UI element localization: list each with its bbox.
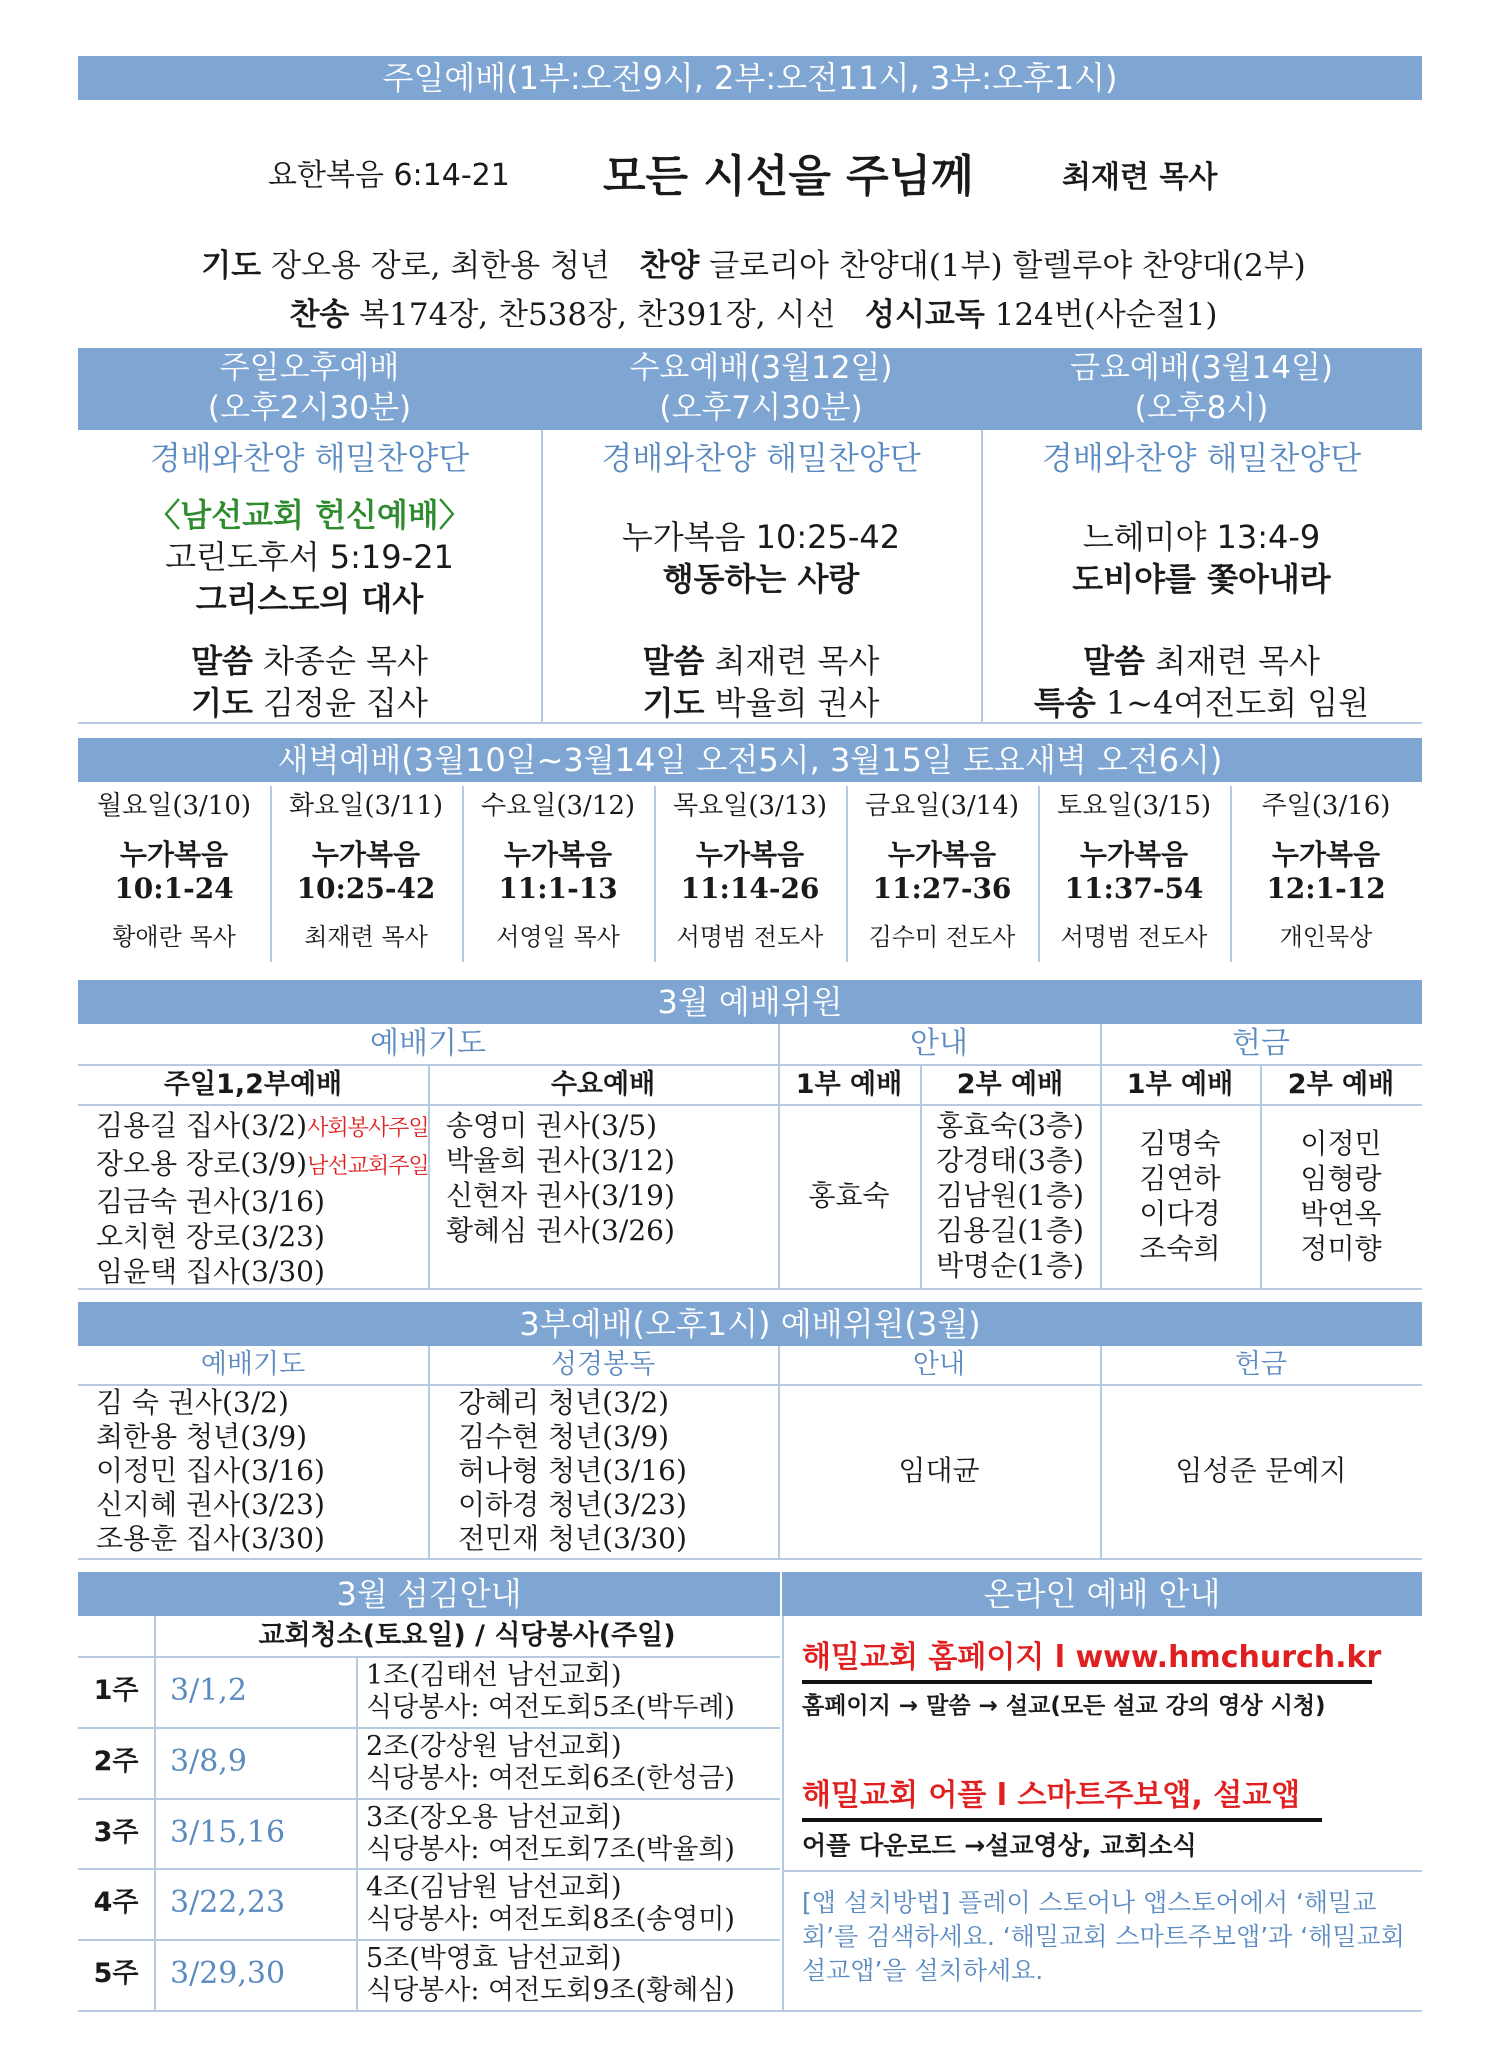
guide-1-name: 홍효숙 [808, 1179, 890, 1212]
col-offering-1: 1부 예배 [1126, 1069, 1234, 1100]
list-item: 김용길(1층) [936, 1214, 1084, 1247]
dawn-day-column [654, 782, 846, 966]
dawn-day: 월요일(3/10) [96, 791, 252, 821]
dawn-book: 누가복음 [1271, 838, 1381, 871]
serve-week: 4주 [93, 1887, 139, 1919]
service-sermon: 그리스도의 대사 [195, 580, 424, 618]
sunday-scripture: 요한복음 6:14-21 [268, 158, 510, 193]
dawn-leader: 김수미 전도사 [868, 923, 1016, 951]
service-time: (오후7시30분) [659, 390, 863, 426]
list-item: 김수현 청년(3/9) [458, 1420, 670, 1453]
prayer-name: 임윤택 집사(3/30) [96, 1255, 325, 1288]
serve-meal: 식당봉사: 여전도회5조(박두례) [366, 1692, 735, 1723]
col-reading: 성경봉독 [550, 1349, 656, 1380]
list-item: 김연하 [1139, 1162, 1221, 1195]
sunday-line-2 [0, 289, 1507, 334]
service-scripture: 느헤미야 13:4-9 [1082, 518, 1321, 556]
list-item: 황혜심 권사(3/26) [446, 1214, 675, 1247]
third-offering: 임성준 문예지 [1175, 1454, 1347, 1487]
dawn-day-column [462, 782, 654, 966]
third-reading-list [458, 1386, 687, 1556]
list-item [96, 1146, 429, 1184]
prayer-name: 장오용 장로(3/9) [96, 1147, 308, 1180]
guide-2-list [920, 1108, 1100, 1283]
service-scripture: 누가복음 10:25-42 [621, 518, 901, 556]
third-prayer-list [96, 1386, 325, 1556]
col-guide-2: 2부 예배 [956, 1069, 1064, 1100]
dawn-verse: 10:1-24 [114, 872, 234, 905]
serve-week: 1주 [93, 1675, 139, 1706]
service-time: (오후8시) [1134, 390, 1269, 426]
install-instructions: [앱 설치방법] 플레이 스토어나 앱스토어에서 ‘해밀교회’를 검색하세요. ‘해밀교회 스마트주보앱’과 ‘해밀교회 설교앱’을 설치하세요. [802, 1888, 1405, 1985]
sunday-service-header: 주일예배(1부:오전9시, 2부:오전11시, 3부:오후1시) [78, 56, 1422, 100]
prayer-name: 오치현 장로(3/23) [96, 1220, 325, 1253]
col-offering-2: 2부 예배 [1287, 1069, 1395, 1100]
dawn-leader: 서명범 전도사 [676, 923, 824, 951]
dawn-day: 주일(3/16) [1261, 791, 1391, 821]
table-row [78, 1868, 780, 1939]
list-item: 김남원(1층) [936, 1179, 1084, 1212]
dawn-day-column [270, 782, 462, 966]
third-guide: 임대균 [898, 1454, 980, 1487]
col-guide: 안내 [912, 1349, 966, 1380]
homepage-title[interactable]: 해밀교회 홈페이지 l www.hmchurch.kr [802, 1640, 1382, 1675]
dawn-schedule [78, 782, 1422, 966]
dawn-book: 누가복음 [1079, 838, 1189, 871]
responsive-reading-value: 124번(사순절1) [994, 297, 1218, 333]
serve-week: 2주 [93, 1745, 139, 1777]
homepage-path: 홈페이지 → 말씀 → 설교(모든 설교 강의 영상 시청) [802, 1693, 1326, 1719]
list-item: 박율희 권사(3/12) [446, 1144, 675, 1177]
hymn-value: 복174장, 찬538장, 찬391장, 시선 [359, 297, 836, 333]
role-label: 특송 [1033, 684, 1096, 722]
responsive-reading-label: 성시교독 [865, 297, 985, 333]
role-label: 말씀 [1083, 642, 1145, 680]
list-item: 허나형 청년(3/16) [458, 1454, 687, 1487]
role-value: 박율희 권사 [714, 684, 880, 722]
hymn-label: 찬송 [289, 297, 350, 333]
service-praise: 경배와찬양 해밀찬양단 [149, 439, 470, 477]
serve-meal: 식당봉사: 여전도회7조(박율희) [366, 1833, 735, 1865]
service-title: 금요예배(3월14일) [1069, 350, 1334, 386]
list-item: 신지혜 권사(3/23) [96, 1488, 325, 1521]
list-item: 홍효숙(3층) [936, 1109, 1084, 1142]
list-item: 박명순(1층) [936, 1249, 1084, 1282]
dawn-book: 누가복음 [311, 838, 421, 871]
serve-week: 5주 [93, 1958, 139, 1990]
role-label: 말씀 [191, 642, 253, 680]
col-offering: 헌금 [1234, 1349, 1288, 1380]
dawn-book: 누가복음 [887, 838, 997, 871]
dawn-day: 수요일(3/12) [480, 791, 636, 821]
service-sermon: 도비야를 쫓아내라 [1072, 560, 1331, 598]
dawn-book: 누가복음 [503, 838, 613, 871]
list-item [96, 1184, 429, 1219]
prayer-name: 김용길 집사(3/2) [96, 1109, 308, 1142]
divider [78, 2010, 1422, 2012]
role-label: 기도 [191, 684, 253, 722]
list-item: 이다경 [1139, 1197, 1221, 1230]
dawn-verse: 11:14-26 [680, 872, 820, 905]
dawn-verse: 11:37-54 [1064, 872, 1204, 905]
offering-2-list [1260, 1126, 1422, 1266]
serve-meal: 식당봉사: 여전도회9조(황혜심) [366, 1975, 735, 2007]
choir-label: 찬양 [639, 248, 700, 284]
role-label: 기도 [642, 684, 705, 722]
prayer-note: 남선교회주일 [307, 1154, 429, 1179]
app-path: 어플 다운로드 →설교영상, 교회소식 [802, 1831, 1197, 1860]
list-item: 이정민 [1300, 1127, 1382, 1160]
col-sun-prayer: 주일1,2부예배 [163, 1069, 343, 1100]
list-item [96, 1108, 429, 1146]
prayer-value: 장오용 장로, 최한용 청년 [271, 248, 610, 284]
dawn-day: 토요일(3/15) [1056, 791, 1212, 821]
underline [802, 1680, 1372, 1684]
serve-meal: 식당봉사: 여전도회6조(한성금) [366, 1762, 735, 1794]
divider [654, 786, 656, 962]
prayer-label: 기도 [201, 248, 262, 284]
col-prayer: 예배기도 [200, 1349, 306, 1380]
divider [462, 786, 464, 962]
serve-clean: 2조(강상원 남선교회) [366, 1730, 622, 1762]
wednesday-service [541, 348, 981, 724]
col-wed-prayer: 수요예배 [550, 1069, 656, 1100]
list-item: 신현자 권사(3/19) [446, 1179, 675, 1212]
list-item: 이하경 청년(3/23) [458, 1488, 687, 1521]
dawn-verse: 11:1-13 [498, 872, 618, 905]
serve-date: 3/29,30 [170, 1956, 286, 1992]
sunday-line-1 [0, 240, 1507, 285]
serve-meal: 식당봉사: 여전도회8조(송영미) [366, 1904, 735, 1936]
dawn-day: 금요일(3/14) [864, 791, 1020, 821]
group-guide: 안내 [910, 1026, 968, 1061]
dawn-verse: 10:25-42 [296, 872, 436, 905]
list-item: 강경태(3층) [936, 1144, 1084, 1177]
group-offering: 헌금 [1232, 1026, 1290, 1061]
sunday-preacher: 최재련 목사 [1062, 160, 1218, 195]
list-item: 임형랑 [1300, 1162, 1382, 1195]
service-title: 주일오후예배 [219, 350, 400, 386]
dawn-day: 목요일(3/13) [672, 791, 828, 821]
dawn-verse: 11:27-36 [872, 872, 1012, 905]
serve-subheader: 교회청소(토요일) / 식당봉사(주일) [258, 1620, 676, 1651]
serve-clean: 3조(장오용 남선교회) [366, 1801, 622, 1833]
list-item: 박연옥 [1300, 1197, 1382, 1230]
dawn-verse: 12:1-12 [1266, 872, 1386, 905]
serve-clean: 5조(박영효 남선교회) [366, 1943, 622, 1975]
serve-date: 3/8,9 [170, 1743, 247, 1779]
list-item: 송영미 권사(3/5) [446, 1109, 658, 1142]
app-title: 해밀교회 어플 l 스마트주보앱, 설교앱 [802, 1778, 1301, 1813]
offering-1-list [1100, 1126, 1260, 1266]
divider [846, 786, 848, 962]
service-sermon: 행동하는 사랑 [662, 560, 860, 598]
serve-table [78, 1616, 780, 2010]
role-value: 최재련 목사 [714, 642, 880, 680]
dawn-day-column [1038, 782, 1230, 966]
serve-header: 3월 섬김안내 [78, 1572, 780, 1616]
dawn-book: 누가복음 [695, 838, 805, 871]
dawn-day-column [1230, 782, 1422, 966]
list-item: 최한용 청년(3/9) [96, 1420, 308, 1453]
serve-clean: 4조(김남원 남선교회) [366, 1872, 622, 1904]
list-item [96, 1254, 429, 1289]
prayer-name: 김금숙 권사(3/16) [96, 1185, 325, 1218]
service-title: 수요예배(3월12일) [629, 350, 893, 386]
divider [270, 786, 272, 962]
dawn-day-column [846, 782, 1038, 966]
role-value: 최재련 목사 [1155, 642, 1320, 680]
online-panel [782, 1616, 1422, 2010]
wed-prayer-list [446, 1108, 675, 1248]
table-row [78, 1656, 780, 1727]
group-prayer: 예배기도 [370, 1026, 486, 1061]
divider [1230, 786, 1232, 962]
dawn-leader: 최재련 목사 [304, 923, 428, 951]
role-value: 1~4여전도회 임원 [1105, 684, 1370, 722]
service-time: (오후2시30분) [207, 390, 412, 426]
third-service-header: 3부예배(오후1시) 예배위원(3월) [78, 1302, 1422, 1346]
sunday-sermon-title: 모든 시선을 주님께 [603, 151, 974, 202]
table-row [78, 1798, 780, 1869]
serve-date: 3/15,16 [170, 1814, 286, 1850]
service-scripture: 고린도후서 5:19-21 [165, 538, 454, 576]
list-item: 조숙희 [1139, 1232, 1221, 1265]
afternoon-service [78, 348, 541, 724]
dawn-book: 누가복음 [119, 838, 229, 871]
col-guide-1: 1부 예배 [795, 1069, 903, 1100]
list-item: 정미향 [1300, 1232, 1382, 1265]
serve-date: 3/22,23 [170, 1885, 286, 1921]
list-item: 전민재 청년(3/30) [458, 1522, 687, 1555]
serve-week: 3주 [93, 1816, 139, 1848]
choir-value: 글로리아 찬양대(1부) 할렐루야 찬양대(2부) [709, 248, 1306, 284]
friday-service [981, 348, 1422, 724]
list-item: 김 숙 권사(3/2) [96, 1386, 289, 1419]
table-row [78, 1727, 780, 1798]
dawn-leader: 서명범 전도사 [1060, 923, 1208, 951]
dawn-leader: 황애란 목사 [112, 923, 236, 951]
table-row [78, 1939, 780, 2010]
list-item: 이정민 집사(3/16) [96, 1454, 325, 1487]
divider [1038, 786, 1040, 962]
service-praise: 경배와찬양 해밀찬양단 [601, 439, 921, 477]
underline [802, 1818, 1322, 1822]
online-header: 온라인 예배 안내 [782, 1572, 1422, 1616]
role-value: 차종순 목사 [263, 642, 428, 680]
dawn-service-header: 새벽예배(3월10일~3월14일 오전5시, 3월15일 토요새벽 오전6시) [78, 738, 1422, 782]
prayer-note: 사회봉사주일 [307, 1116, 429, 1141]
list-item: 강혜리 청년(3/2) [458, 1386, 670, 1419]
committee-header: 3월 예배위원 [78, 980, 1422, 1024]
service-special: 〈남선교회 헌신예배〉 [148, 496, 471, 534]
dawn-day: 화요일(3/11) [288, 791, 444, 821]
sun-prayer-list [96, 1108, 429, 1289]
serve-date: 3/1,2 [170, 1673, 247, 1708]
role-label: 말씀 [642, 642, 705, 680]
list-item: 조용훈 집사(3/30) [96, 1522, 325, 1555]
list-item: 김명숙 [1139, 1127, 1221, 1160]
dawn-day-column [78, 782, 270, 966]
dawn-leader: 개인묵상 [1279, 923, 1373, 951]
list-item [96, 1219, 429, 1254]
dawn-leader: 서영일 목사 [496, 923, 620, 951]
service-praise: 경배와찬양 해밀찬양단 [1041, 439, 1362, 477]
role-value: 김정윤 집사 [263, 684, 428, 722]
serve-clean: 1조(김태선 남선교회) [366, 1660, 622, 1691]
